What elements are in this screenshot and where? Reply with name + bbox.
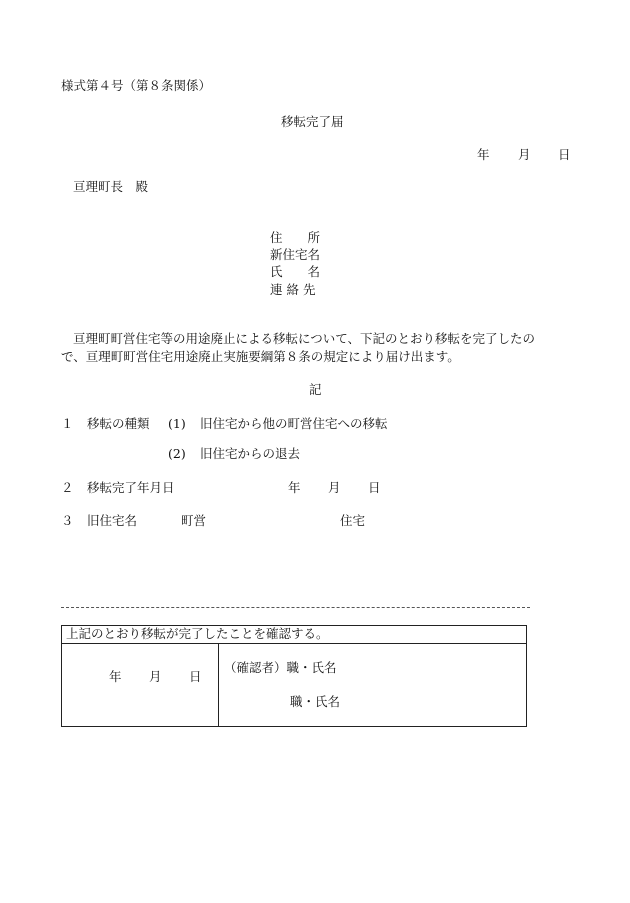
confirm-year: 年 <box>109 669 122 684</box>
confirmer-label: （確認者）職・氏名 <box>224 660 337 675</box>
date-year: 年 <box>477 147 490 162</box>
ki-mark: 記 <box>309 382 322 397</box>
item1-number: １ <box>61 416 74 431</box>
item2-year: 年 <box>288 480 301 495</box>
date-day: 日 <box>558 147 571 162</box>
contact-label: 連 絡 先 <box>270 282 316 297</box>
addressee: 亘理町長 殿 <box>73 179 149 194</box>
item3-house: 住宅 <box>340 513 366 528</box>
new-house-label: 新住宅名 <box>270 247 321 262</box>
item1-label: 移転の種類 <box>87 416 150 431</box>
confirmation-header-row <box>62 626 526 644</box>
form-number: 様式第４号（第８条関係） <box>61 78 212 93</box>
item2-month: 月 <box>328 480 341 495</box>
document-title: 移転完了届 <box>281 114 344 129</box>
confirm-day: 日 <box>189 669 202 684</box>
body-text-line1: 亘理町町営住宅等の用途廃止による移転について、下記のとおり移転を完了したの <box>73 331 536 346</box>
item1-option2-text: 旧住宅からの退去 <box>200 446 301 461</box>
second-confirmer-label: 職・氏名 <box>290 694 341 709</box>
item3-number: ３ <box>61 513 74 528</box>
item2-label: 移転完了年月日 <box>87 480 175 495</box>
confirmation-header: 上記のとおり移転が完了したことを確認する。 <box>66 626 329 641</box>
body-text-line2: で、亘理町町営住宅用途廃止実施要綱第８条の規定により届け出ます。 <box>61 349 460 364</box>
confirmation-column-divider <box>218 644 219 726</box>
item2-number: ２ <box>61 480 74 495</box>
item3-town: 町営 <box>181 513 207 528</box>
date-month: 月 <box>518 147 531 162</box>
cut-line-divider <box>61 607 530 608</box>
item1-option2-number: (2) <box>168 446 186 461</box>
address-label: 住 所 <box>270 230 321 245</box>
item1-option1-text: 旧住宅から他の町営住宅への移転 <box>200 416 388 431</box>
item3-label: 旧住宅名 <box>87 513 138 528</box>
confirm-month: 月 <box>149 669 162 684</box>
confirmation-box <box>61 625 527 727</box>
name-label: 氏 名 <box>270 264 321 279</box>
item1-option1-number: (1) <box>168 416 186 431</box>
item2-day: 日 <box>368 480 381 495</box>
